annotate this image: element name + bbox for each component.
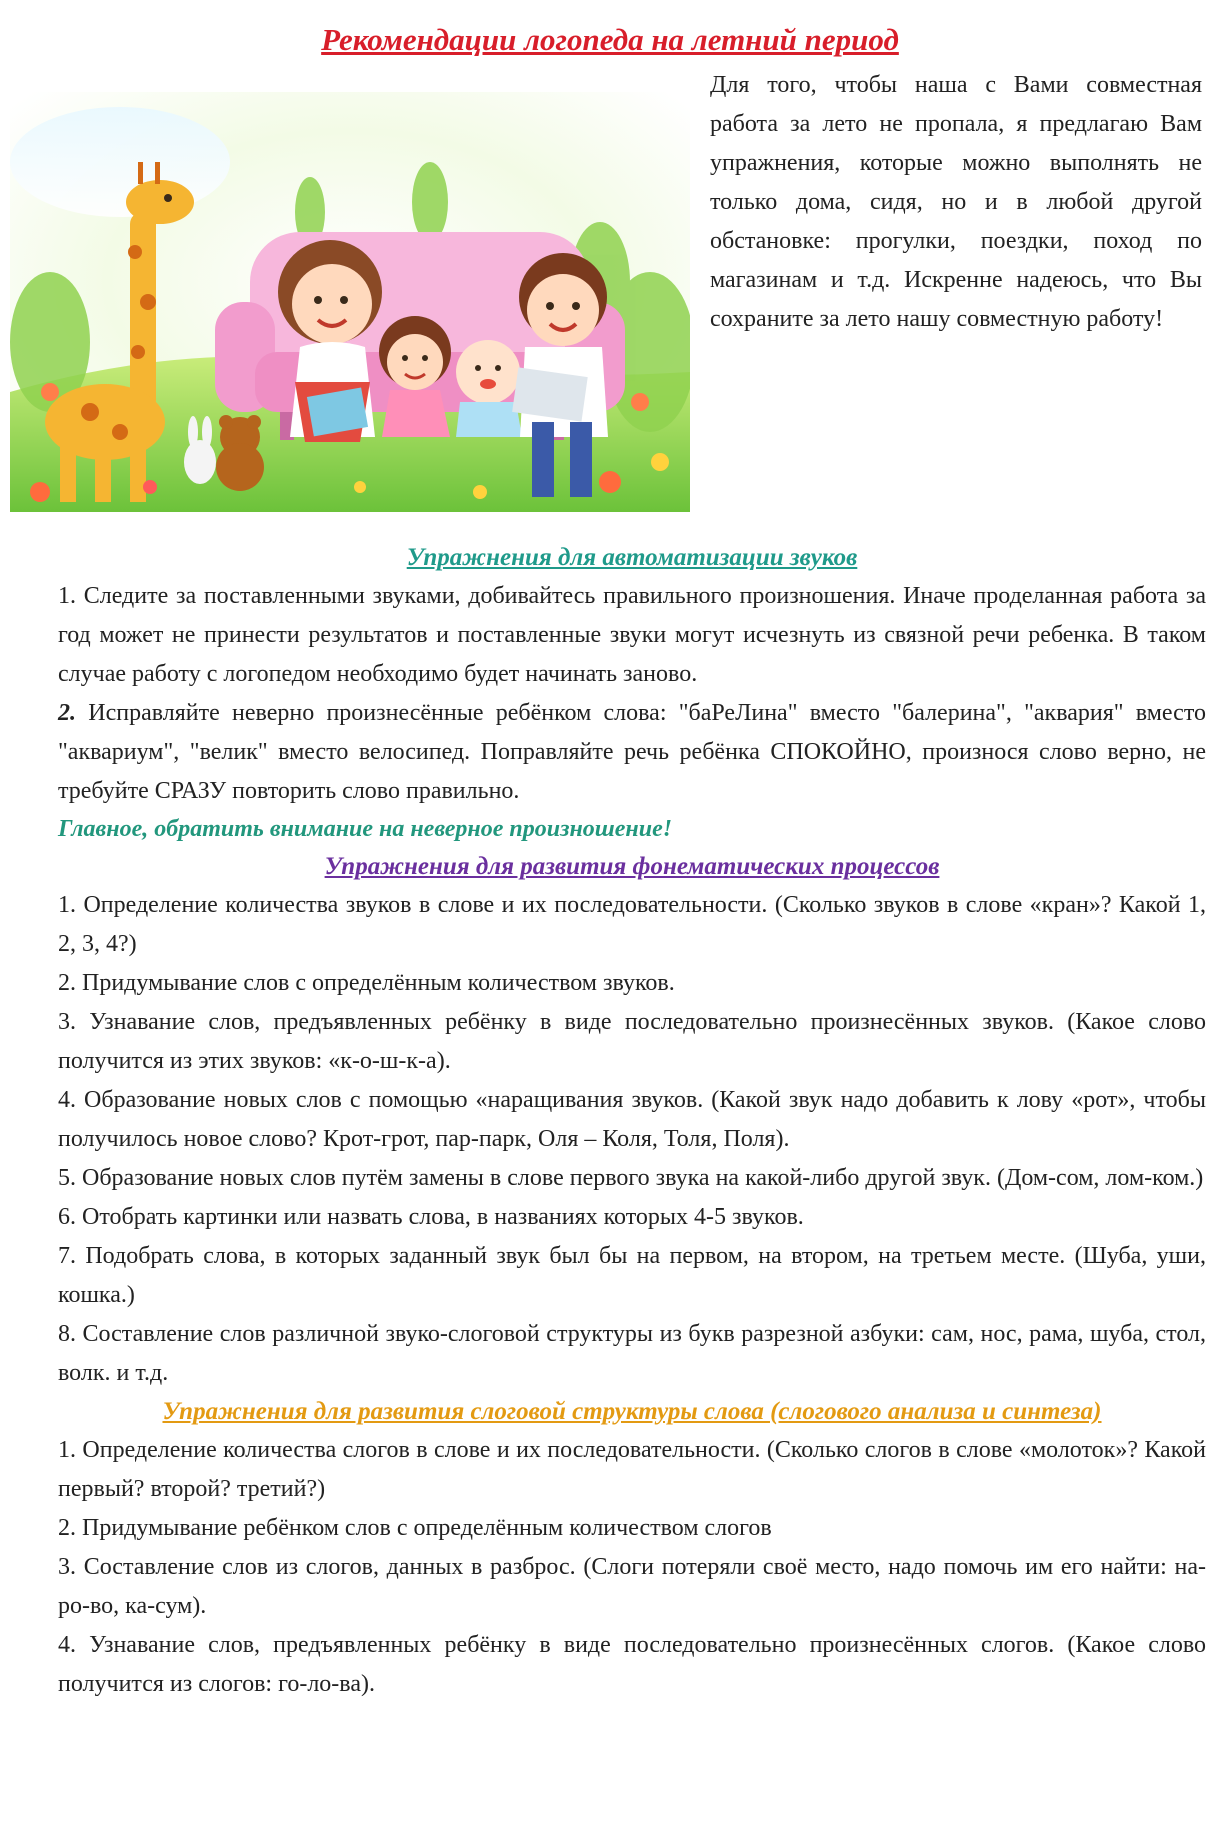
section-title-phonemic: Упражнения для развития фонематических процессов: [324, 853, 940, 880]
illustration-svg: [10, 92, 690, 512]
syllable-item-2: 2. Придумывание ребёнком слов с определённым количеством слогов: [58, 1515, 772, 1541]
intro-paragraph: Для того, чтобы наша с Вами совместная работа за лето не пропала, я предлагаю Вам упражнения, которые можно выполнять не только дома, сидя, но и в любой другой обстановке: прогулки, поездки, поход по магазинам и т.д. Искренне надеюсь, что Вы сохраните за лето нашу совместную работу!: [710, 72, 1202, 332]
phonemic-item-4: 4. Образование новых слов с помощью «наращивания звуков. (Какой звук надо добавить к лову «рот», чтобы получилось новое слово? Крот-грот, пар-парк, Оля – Коля, Толя, Поля).: [58, 1087, 1206, 1152]
baby-shape: [456, 340, 522, 437]
section-title-automation: Упражнения для автоматизации звуков: [406, 544, 858, 571]
phonemic-item-6: 6. Отобрать картинки или назвать слова, в названиях которых 4-5 звуков.: [58, 1204, 804, 1230]
phonemic-item-2: 2. Придумывание слов с определённым количеством звуков.: [58, 970, 675, 996]
phonemic-item-5: 5. Образование новых слов путём замены в слове первого звука на какой-либо другой звук. (Дом-сом, лом-ком.): [58, 1165, 1204, 1191]
phonemic-item-3: 3. Узнавание слов, предъявленных ребёнку в виде последовательно произнесённых звуков. (Какое слово получится из этих звуков: «к-о-ш-к-а).: [58, 1009, 1206, 1074]
automation-highlight: Главное, обратить внимание на неверное произношение!: [58, 816, 673, 842]
automation-item-2-text: Исправляйте неверно произнесённые ребёнком слова: "баРеЛина" вместо "балерина", "аквария" вместо "аквариум", "велик" вместо велосипед. Поправляйте речь ребёнка СПОКОЙНО, произнося слово верно, не требуйте СРАЗУ повторить слово правильно.: [58, 700, 1206, 804]
page-title: Рекомендации логопеда на летний период: [321, 22, 899, 57]
section-title-syllable: Упражнения для развития слоговой структуры слова (слогового анализа и синтеза): [162, 1398, 1102, 1425]
syllable-item-3: 3. Составление слов из слогов, данных в разброс. (Слоги потеряли своё место, надо помочь им его найти: на-ро-во, ка-сум).: [58, 1554, 1206, 1619]
syllable-item-4: 4. Узнавание слов, предъявленных ребёнку в виде последовательно произнесённых слогов. (Какое слово получится из слогов: го-ло-ва).: [58, 1632, 1206, 1697]
phonemic-item-1: 1. Определение количества звуков в слове и их последовательности. (Сколько звуков в слове «кран»? Какой 1, 2, 3, 4?): [58, 892, 1206, 957]
teddy-bear-shape: [216, 415, 264, 491]
phonemic-item-8: 8. Составление слов различной звуко-слоговой структуры из букв разрезной азбуки: сам, нос, рама, шуба, стол, волк. и т.д.: [58, 1321, 1206, 1386]
automation-item-2-number: 2.: [58, 700, 76, 726]
automation-item-1: 1. Следите за поставленными звуками, добивайтесь правильного произношения. Иначе проделанная работа за год может не принести результатов и поставленные звуки могут исчезнуть из связной речи ребенка. В таком случае работу с логопедом необходимо будет начинать заново.: [58, 583, 1206, 687]
phonemic-item-7: 7. Подобрать слова, в которых заданный звук был бы на первом, на втором, на третьем месте. (Шуба, уши, кошка.): [58, 1243, 1206, 1308]
syllable-item-1: 1. Определение количества слогов в слове и их последовательности. (Сколько слогов в слове «молоток»? Какой первый? второй? третий?): [58, 1437, 1206, 1502]
main-content: [58, 539, 1206, 1704]
family-on-sofa-illustration: [10, 92, 690, 512]
girl-shape: [379, 316, 451, 437]
automation-item-2: [58, 694, 1206, 811]
